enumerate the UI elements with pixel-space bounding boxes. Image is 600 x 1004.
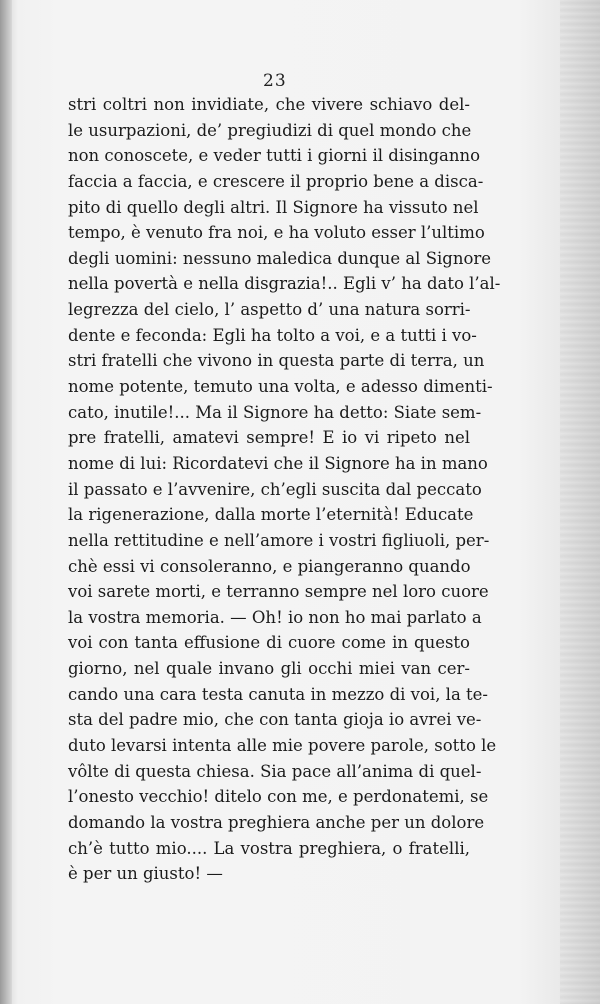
text-line: le usurpazioni, de’ pregiudizi di quel mondo che [68, 120, 472, 140]
text-line-final: è per un giusto! — [68, 864, 223, 884]
text-line: voi con tanta effusione di cuore come in questo [68, 633, 470, 653]
text-line: la rigenerazione, dalla morte l’eternità! Educate [68, 505, 474, 525]
text-line: non conoscete, e veder tutti i giorni il disinganno [68, 146, 481, 166]
text-line: duto levarsi intenta alle mie povere parole, sotto le [68, 736, 497, 756]
text-line: pito di quello degli altri. Il Signore ha vissuto nel [68, 197, 479, 217]
text-line: l’onesto vecchio! ditelo con me, e perdonatemi, se [68, 787, 489, 807]
text-line: vôlte di questa chiesa. Sia pace all’anima di quel- [68, 761, 482, 781]
text-line: cato, inutile!... Ma il Signore ha detto: Siate sem- [68, 402, 482, 422]
text-line: cando una cara testa canuta in mezzo di voi, la te- [68, 684, 489, 704]
text-line: pre fratelli, amatevi sempre! E io vi ripeto nel [68, 428, 470, 448]
text-line: nome di lui: Ricordatevi che il Signore ha in mano [68, 453, 488, 473]
page-number: 23 [263, 71, 287, 91]
text-line: faccia a faccia, e crescere il proprio bene a disca- [68, 171, 484, 191]
text-line: nome potente, temuto una volta, e adesso dimenti- [68, 377, 493, 397]
text-line: dente e feconda: Egli ha tolto a voi, e a tutti i vo- [68, 325, 477, 345]
text-line: chè essi vi consoleranno, e piangeranno quando [68, 556, 471, 576]
text-line: degli uomini: nessuno maledica dunque al Signore [68, 248, 492, 268]
text-line: legrezza del cielo, l’ aspetto d’ una natura sorri- [68, 300, 471, 320]
text-line: nella povertà e nella disgrazia!.. Egli v’ ha dato l’al- [68, 274, 501, 294]
text-line: tempo, è venuto fra noi, e ha voluto esser l’ultimo [68, 223, 485, 243]
page-binding-shadow [0, 0, 12, 1004]
text-line: voi sarete morti, e terranno sempre nel loro cuore [68, 582, 489, 602]
page-edge-wear [560, 0, 600, 1004]
text-line: stri fratelli che vivono in questa parte di terra, un [68, 351, 485, 371]
text-line: ch’è tutto mio.... La vostra preghiera, o fratelli, [68, 838, 470, 858]
text-line: sta del padre mio, che con tanta gioja io avrei ve- [68, 710, 482, 730]
text-line: stri coltri non invidiate, che vivere schiavo del- [68, 95, 470, 114]
text-line: il passato e l’avvenire, ch’egli suscita dal peccato [68, 479, 482, 499]
text-line: giorno, nel quale invano gli occhi miei van cer- [68, 659, 470, 679]
text-line: la vostra memoria. — Oh! io non ho mai parlato a [68, 607, 482, 627]
text-line: nella rettitudine e nell’amore i vostri figliuoli, per- [68, 530, 490, 550]
body-text [68, 92, 501, 887]
text-line: domando la vostra preghiera anche per un dolore [68, 812, 485, 832]
